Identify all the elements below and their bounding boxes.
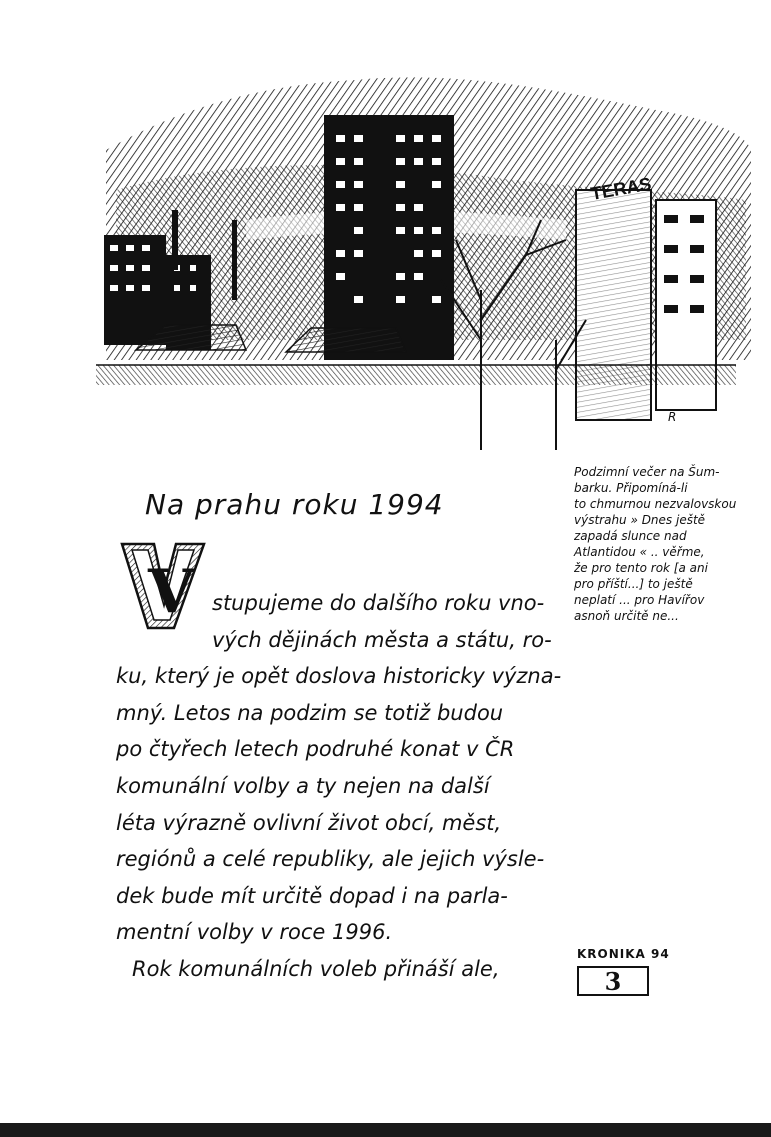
- article-heading: Na prahu roku 1994: [145, 488, 444, 521]
- article-body: [116, 585, 566, 988]
- caption-line: že pro tento rok [a ani: [574, 561, 708, 575]
- page-number: 3: [577, 966, 649, 996]
- illustration-caption: [574, 464, 764, 624]
- cityscape-illustration: [96, 40, 756, 460]
- caption-line: Atlantidou « .. věřme,: [574, 545, 705, 559]
- body-line: mný. Letos na podzim se totiž budou: [116, 700, 504, 725]
- chronicle-label: KRONIKA 94: [577, 947, 670, 961]
- caption-line: výstrahu » Dnes ještě: [574, 513, 706, 527]
- body-line: stupujeme do dalšího roku vno-: [212, 591, 545, 615]
- caption-line: barku. Připomíná-li: [574, 481, 688, 495]
- cityscape-sketch-icon: [96, 40, 756, 460]
- body-line: Rok komunálních voleb přináší ale,: [132, 956, 500, 981]
- caption-line: Podzimní večer na Šum-: [574, 465, 720, 479]
- body-line: dek bude mít určitě dopad i na parla-: [116, 883, 508, 908]
- caption-line: pro příští...] to ještě: [574, 577, 693, 591]
- body-line: komunální volby a ty nejen na další: [116, 773, 490, 798]
- caption-line: to chmurnou nezvalovskou: [574, 497, 737, 511]
- body-line: regiónů a celé republiky, ale jejich výsle-: [116, 847, 545, 872]
- caption-line: asnoň určitě ne...: [574, 609, 679, 623]
- body-line: léta výrazně ovlivní život obcí, měst,: [116, 810, 502, 835]
- page-edge: [0, 1123, 771, 1137]
- caption-line: neplatí ... pro Havířov: [574, 593, 705, 607]
- body-line: ku, který je opět doslova historicky význa-: [116, 664, 562, 689]
- body-line: vých dějinách města a státu, ro-: [212, 627, 552, 652]
- body-line: po čtyřech letech podruhé konat v ČR: [116, 737, 515, 762]
- building-sign-text: TERAS: [589, 173, 653, 204]
- artist-mark: R: [668, 410, 677, 424]
- caption-line: zapadá slunce nad: [574, 529, 687, 543]
- body-line: mentní volby v roce 1996.: [116, 920, 393, 945]
- dropcap-letter: V: [148, 557, 195, 627]
